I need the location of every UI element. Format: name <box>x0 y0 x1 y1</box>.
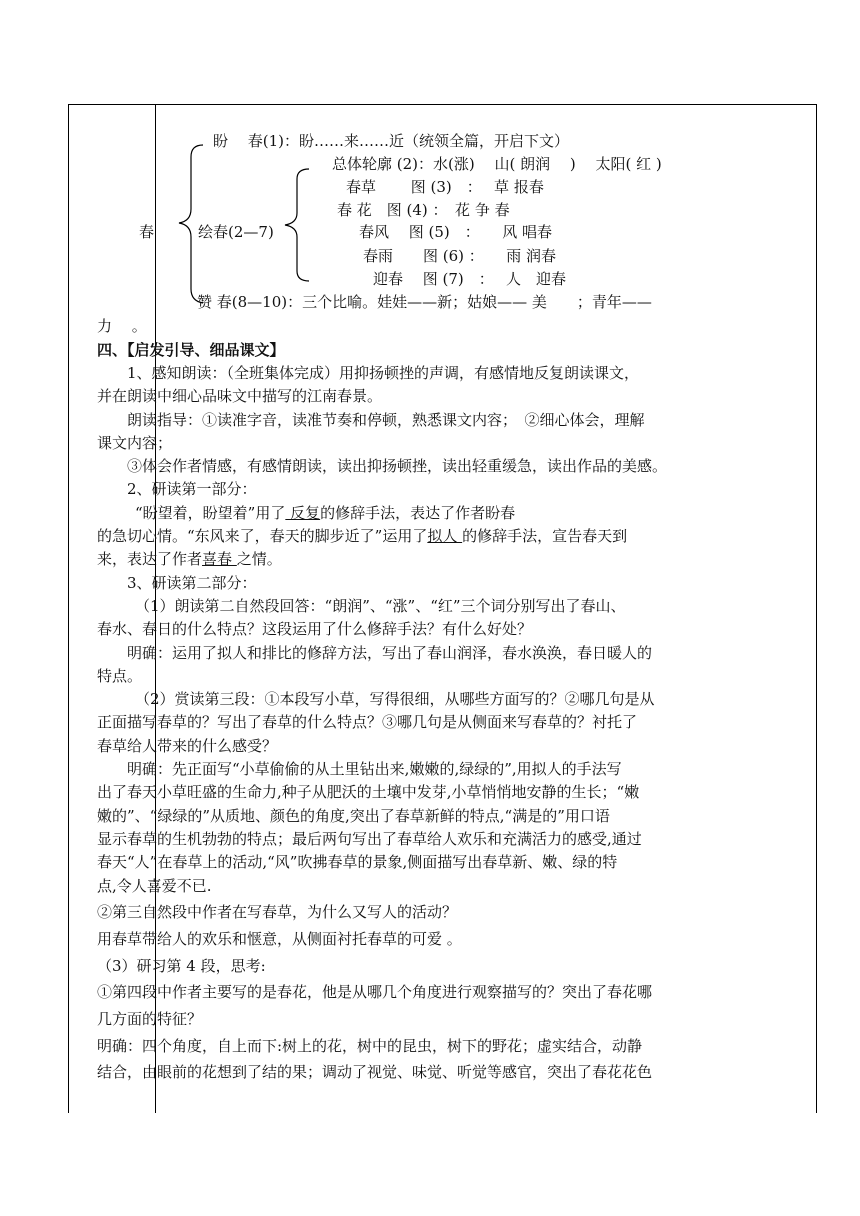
para-10c: 嫩的”、“绿绿的”从质地、颜色的角度,突出了春草新鲜的特点,“满是的”用口语 <box>97 807 610 825</box>
para-7a: （1）朗读第二自然段回答：“朗润”、“涨”、“红”三个词分别写出了春山、 <box>135 597 626 615</box>
outline-row-yu: 春雨 图 (6) ： 雨 润春 <box>363 247 557 265</box>
para-5b-pre: 的急切心情。“东风来了，春天的脚步近了”运用了 <box>97 527 428 545</box>
outline-zan: 赞 春(8—10)：三个比喻。娃娃——新；姑娘—— 美 ；青年—— <box>197 293 652 311</box>
para-5a-pre: “盼望着，盼望着”用了 <box>135 504 286 522</box>
para-5c-pre: 来，表达了作者 <box>97 550 203 568</box>
para-10f: 点,令人喜爱不已. <box>97 877 212 895</box>
section-heading: 四、【启发引导、细品课文】 <box>97 341 285 359</box>
para-2b: 课文内容； <box>97 434 173 452</box>
para-10a: 明确：先正面写“小草偷偷的从土里钻出来,嫩嫩的,绿绿的”,用拟人的手法写 <box>127 760 622 778</box>
big-brace <box>177 143 207 305</box>
para-5c-post: 之情。 <box>236 550 282 568</box>
outline-row-cao: 春草 图 (3) ： 草 报春 <box>346 178 544 196</box>
para-15b: 结合，由眼前的花想到了结的果；调动了视觉、味觉、听觉等感官，突出了春花花色 <box>97 1063 653 1081</box>
para-1b: 并在朗读中细心品味文中描写的江南春景。 <box>97 387 383 405</box>
para-13: （3）研习第 4 段，思考: <box>97 957 266 975</box>
para-2a: 朗读指导：①读准字音，读准节奏和停顿，熟悉课文内容； ②细心体会，理解 <box>127 411 645 429</box>
para-14a: ①第四段中作者主要写的是春花，他是从哪几个角度进行观察描写的？突出了春花哪 <box>97 983 653 1001</box>
answer-niren: 拟人 <box>427 527 463 545</box>
para-10e: 春天“人”在春草上的活动,“风”吹拂春草的景象,侧面描写出春草新、嫩、绿的特 <box>97 853 618 871</box>
outline-pan: 盼 春(1)：盼……来……近（统领全篇，开启下文） <box>213 132 570 150</box>
para-5c <box>97 548 282 570</box>
para-9b: 正面描写春草的？写出了春草的什么特点？③哪几句是从侧面来写春草的？衬托了 <box>97 713 638 731</box>
para-7b: 春水、春日的什么特点？这段运用了什么修辞手法？有什么好处？ <box>97 620 533 638</box>
para-10b: 出了春天小草旺盛的生命力,种子从肥沃的土壤中发芽,小草悄悄地安静的生长；“嫩 <box>97 783 640 801</box>
para-4: 2、研读第一部分： <box>127 480 257 498</box>
para-12: 用春草带给人的欢乐和惬意，从侧面衬托春草的可爱 。 <box>97 930 462 948</box>
para-5b <box>97 525 627 547</box>
para-1a: 1、感知朗读：（全班集体完成）用抑扬顿挫的声调，有感情地反复朗读课文， <box>127 364 640 382</box>
outline-hui: 绘春(2—7) <box>198 223 274 241</box>
para-15a: 明确：四个角度，自上而下:树上的花，树中的昆虫，树下的野花；虚实结合，动静 <box>97 1037 643 1055</box>
lesson-table <box>68 104 817 1113</box>
outline-row-ying: 迎春 图 (7) ： 人 迎春 <box>373 270 567 288</box>
outline-row-feng: 春风 图 (5) ： 风 唱春 <box>359 223 553 241</box>
para-8a: 明确：运用了拟人和排比的修辞方法，写出了春山润泽，春水涣涣，春日暖人的 <box>127 644 653 662</box>
para-3: ③体会作者情感，有感情朗读，读出抑扬顿挫，读出轻重缓急，读出作品的美感。 <box>127 457 668 475</box>
para-5a-post: 的修辞手法，表达了作者盼春 <box>320 504 516 522</box>
para-9c: 春草给人带来的什么感受？ <box>97 737 278 755</box>
para-10d: 显示春草的生机勃勃的特点；最后两句写出了春草给人欢乐和充满活力的感受,通过 <box>97 830 642 848</box>
answer-xichun: 喜春 <box>202 550 237 568</box>
para-8b: 特点。 <box>97 667 143 685</box>
para-9a: （2）赏读第三段：①本段写小草，写得很细，从哪些方面写的？②哪几句是从 <box>135 690 655 708</box>
para-5b-post: 的修辞手法，宣告春天到 <box>462 527 628 545</box>
outline-root: 春 <box>139 223 155 241</box>
small-brace <box>283 167 313 283</box>
para-5a <box>135 502 515 524</box>
outline-zongti: 总体轮廓 (2)：水(涨) 山( 朗润 ) 太阳( 红 ) <box>332 155 662 173</box>
outline-zan-cont: 力 。 <box>97 317 147 335</box>
para-6: 3、研读第二部分： <box>127 574 257 592</box>
para-14b: 几方面的特征？ <box>97 1010 203 1028</box>
answer-fanfu: 反复 <box>285 504 321 522</box>
para-11: ②第三自然段中作者在写春草，为什么又写人的活动？ <box>97 903 458 921</box>
outline-row-hua: 春 花 图 (4) ： 花 争 春 <box>337 201 510 219</box>
